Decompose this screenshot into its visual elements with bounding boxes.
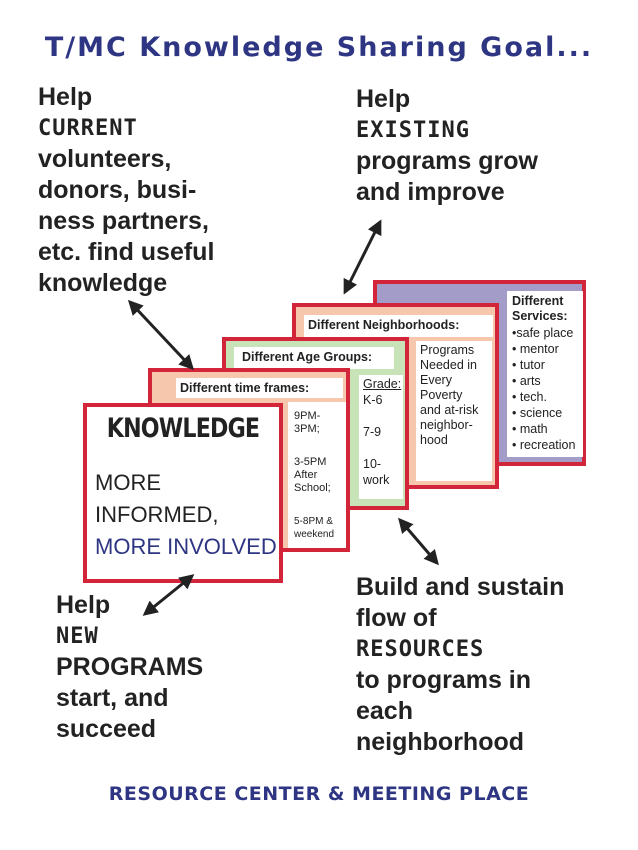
services-item: • math xyxy=(512,422,548,436)
time-after-school: 3-5PM After School; xyxy=(294,456,331,494)
grade-label: Grade: xyxy=(363,377,402,391)
knowledge-line-2: INFORMED, xyxy=(95,502,219,527)
resources-line-3: to programs in xyxy=(356,666,532,694)
services-item: • mentor xyxy=(512,342,559,356)
resources-line-1: Build and sustain xyxy=(356,573,565,601)
knowledge-line-3: MORE INVOLVED xyxy=(95,534,277,559)
time-frames-header: Different time frames: xyxy=(180,381,310,395)
current-line-5: knowledge xyxy=(38,269,168,297)
services-item: • tutor xyxy=(512,358,545,372)
services-header: Different Services: xyxy=(512,294,568,323)
grade-work: work xyxy=(363,473,390,487)
new-line-3: succeed xyxy=(56,715,157,743)
knowledge-title: KNOWLEDGE xyxy=(106,413,260,444)
grade-k6: K-6 xyxy=(363,393,383,407)
services-item: • arts xyxy=(512,374,541,388)
current-line-1: volunteers, xyxy=(38,145,172,173)
grade-7-9: 7-9 xyxy=(363,425,382,439)
knowledge-line-1: MORE xyxy=(95,470,161,495)
footer-caption: RESOURCE CENTER & MEETING PLACE xyxy=(108,783,530,805)
new-line-1: PROGRAMS xyxy=(56,653,204,681)
current-line-4: etc. find useful xyxy=(38,238,215,266)
page-title: T/MC Knowledge Sharing Goal... xyxy=(44,32,594,63)
arrow-existing xyxy=(345,222,380,292)
resources-line-2: flow of xyxy=(356,604,437,632)
neighborhoods-header: Different Neighborhoods: xyxy=(308,318,460,332)
resources-line-5: neighborhood xyxy=(356,728,525,756)
arrow-resources xyxy=(400,520,437,563)
current-line-2: donors, busi- xyxy=(38,176,197,204)
services-item: • tech. xyxy=(512,390,547,404)
grade-10: 10- xyxy=(363,457,382,471)
new-help: Help xyxy=(56,591,111,619)
arrow-new xyxy=(145,576,192,614)
resources-line-4: each xyxy=(356,697,413,725)
time-9-3: 9PM- 3PM; xyxy=(294,410,321,435)
current-line-3: ness partners, xyxy=(38,207,209,235)
age-groups-header: Different Age Groups: xyxy=(242,350,373,364)
services-item: • science xyxy=(512,406,563,420)
existing-line-1: programs grow xyxy=(356,147,538,175)
time-evening: 5-8PM & weekend xyxy=(294,516,335,540)
existing-caps: EXISTING xyxy=(356,118,470,143)
current-help: Help xyxy=(38,83,93,111)
current-caps: CURRENT xyxy=(38,116,138,141)
existing-line-2: and improve xyxy=(356,178,505,206)
services-item: •safe place xyxy=(512,326,574,340)
existing-help: Help xyxy=(356,85,411,113)
resources-caps: RESOURCES xyxy=(356,637,485,662)
services-item: • recreation xyxy=(512,438,576,452)
new-caps: NEW xyxy=(56,624,99,649)
arrow-current xyxy=(130,302,192,368)
neighborhoods-body: Programs Needed in Every Poverty and at-risk neighbor- hood xyxy=(420,343,479,447)
new-line-2: start, and xyxy=(56,684,169,712)
